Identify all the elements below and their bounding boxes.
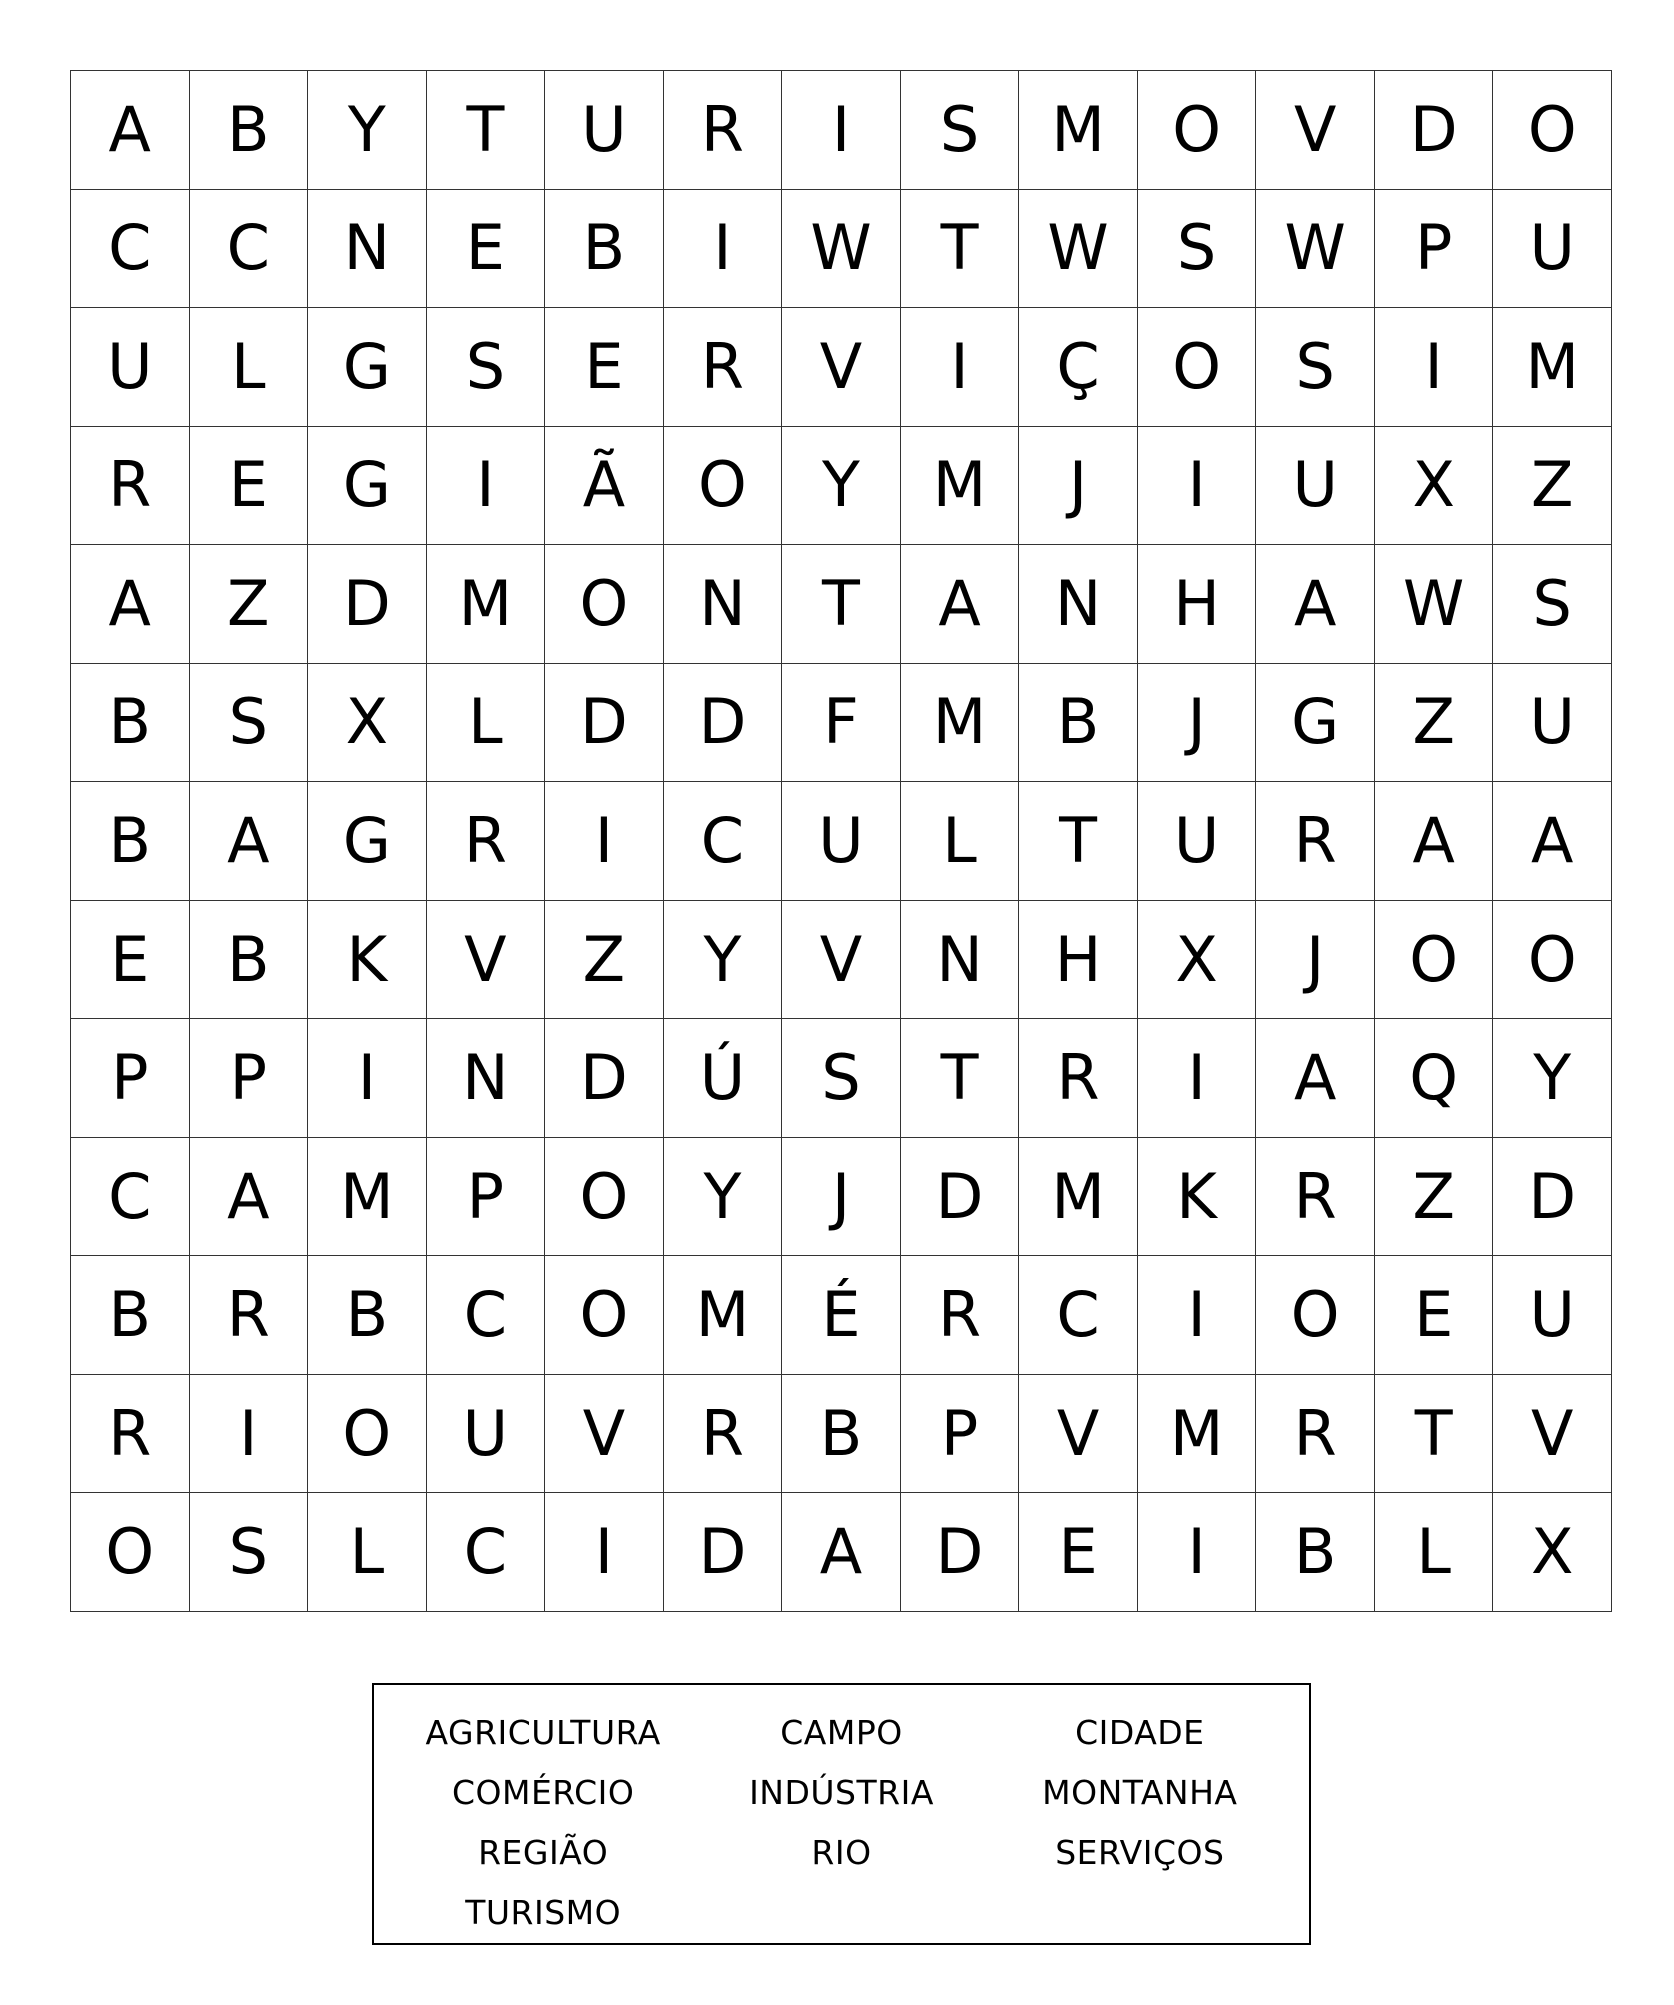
grid-cell-r11-c9[interactable]: C [1019,1256,1138,1375]
grid-cell-r3-c1[interactable]: U [71,308,190,427]
word-rio: RIO [811,1833,872,1872]
grid-cell-r11-c4[interactable]: C [427,1256,546,1375]
grid-cell-r13-c6[interactable]: D [664,1493,783,1612]
grid-cell-r10-c13[interactable]: D [1493,1138,1612,1257]
grid-cell-r11-c10[interactable]: I [1138,1256,1257,1375]
grid-cell-r2-c3[interactable]: N [308,190,427,309]
grid-cell-r12-c3[interactable]: O [308,1375,427,1494]
word-list-column [692,1703,990,1943]
grid-cell-r3-c3[interactable]: G [308,308,427,427]
grid-cell-r9-c1[interactable]: P [71,1019,190,1138]
grid-cell-r4-c3[interactable]: G [308,427,427,546]
grid-cell-r2-c4[interactable]: E [427,190,546,309]
grid-cell-r5-c10[interactable]: H [1138,545,1257,664]
grid-cell-r12-c7[interactable]: B [782,1375,901,1494]
grid-cell-r13-c9[interactable]: E [1019,1493,1138,1612]
grid-cell-r10-c10[interactable]: K [1138,1138,1257,1257]
grid-cell-r6-c9[interactable]: B [1019,664,1138,783]
grid-cell-r7-c8[interactable]: L [901,782,1020,901]
word-servicos: SERVIÇOS [1055,1833,1225,1872]
grid-cell-r5-c13[interactable]: S [1493,545,1612,664]
grid-cell-r11-c8[interactable]: R [901,1256,1020,1375]
grid-cell-r6-c11[interactable]: G [1256,664,1375,783]
grid-cell-r5-c4[interactable]: M [427,545,546,664]
grid-cell-r13-c12[interactable]: L [1375,1493,1494,1612]
grid-cell-r9-c4[interactable]: N [427,1019,546,1138]
grid-cell-r1-c11[interactable]: V [1256,71,1375,190]
grid-cell-r9-c12[interactable]: Q [1375,1019,1494,1138]
grid-cell-r9-c8[interactable]: T [901,1019,1020,1138]
grid-cell-r6-c3[interactable]: X [308,664,427,783]
grid-cell-r13-c10[interactable]: I [1138,1493,1257,1612]
grid-cell-r11-c13[interactable]: U [1493,1256,1612,1375]
grid-cell-r13-c8[interactable]: D [901,1493,1020,1612]
grid-cell-r9-c5[interactable]: D [545,1019,664,1138]
grid-cell-r2-c2[interactable]: C [190,190,309,309]
grid-cell-r2-c13[interactable]: U [1493,190,1612,309]
grid-cell-r3-c10[interactable]: O [1138,308,1257,427]
grid-cell-r8-c11[interactable]: J [1256,901,1375,1020]
grid-cell-r13-c7[interactable]: A [782,1493,901,1612]
grid-cell-r12-c10[interactable]: M [1138,1375,1257,1494]
grid-cell-r10-c8[interactable]: D [901,1138,1020,1257]
grid-cell-r10-c4[interactable]: P [427,1138,546,1257]
grid-cell-r12-c12[interactable]: T [1375,1375,1494,1494]
grid-cell-r5-c3[interactable]: D [308,545,427,664]
grid-cell-r4-c8[interactable]: M [901,427,1020,546]
grid-cell-r4-c2[interactable]: E [190,427,309,546]
grid-cell-r7-c1[interactable]: B [71,782,190,901]
grid-cell-r13-c13[interactable]: X [1493,1493,1612,1612]
grid-cell-r12-c1[interactable]: R [71,1375,190,1494]
grid-cell-r3-c4[interactable]: S [427,308,546,427]
grid-cell-r7-c12[interactable]: A [1375,782,1494,901]
grid-cell-r13-c3[interactable]: L [308,1493,427,1612]
grid-cell-r8-c4[interactable]: V [427,901,546,1020]
word-comercio: COMÉRCIO [451,1773,635,1812]
grid-cell-r2-c7[interactable]: W [782,190,901,309]
grid-cell-r7-c4[interactable]: R [427,782,546,901]
word-cidade: CIDADE [1075,1713,1205,1752]
grid-cell-r11-c7[interactable]: É [782,1256,901,1375]
grid-cell-r6-c1[interactable]: B [71,664,190,783]
grid-cell-r8-c2[interactable]: B [190,901,309,1020]
grid-cell-r6-c12[interactable]: Z [1375,664,1494,783]
grid-cell-r1-c8[interactable]: S [901,71,1020,190]
word-industria: INDÚSTRIA [749,1773,934,1812]
grid-cell-r5-c9[interactable]: N [1019,545,1138,664]
grid-cell-r1-c7[interactable]: I [782,71,901,190]
grid-cell-r4-c12[interactable]: X [1375,427,1494,546]
grid-cell-r11-c12[interactable]: E [1375,1256,1494,1375]
grid-cell-r1-c12[interactable]: D [1375,71,1494,190]
grid-cell-r7-c11[interactable]: R [1256,782,1375,901]
grid-cell-r6-c6[interactable]: D [664,664,783,783]
grid-cell-r3-c11[interactable]: S [1256,308,1375,427]
grid-cell-r3-c9[interactable]: Ç [1019,308,1138,427]
grid-cell-r3-c6[interactable]: R [664,308,783,427]
grid-cell-r13-c2[interactable]: S [190,1493,309,1612]
grid-cell-r7-c5[interactable]: I [545,782,664,901]
grid-cell-r12-c6[interactable]: R [664,1375,783,1494]
grid-cell-r10-c2[interactable]: A [190,1138,309,1257]
grid-cell-r12-c13[interactable]: V [1493,1375,1612,1494]
grid-cell-r9-c2[interactable]: P [190,1019,309,1138]
grid-cell-r8-c3[interactable]: K [308,901,427,1020]
grid-cell-r13-c5[interactable]: I [545,1493,664,1612]
grid-cell-r12-c11[interactable]: R [1256,1375,1375,1494]
grid-cell-r11-c6[interactable]: M [664,1256,783,1375]
grid-cell-r9-c11[interactable]: A [1256,1019,1375,1138]
word-list-box [372,1683,1311,1945]
grid-cell-r5-c2[interactable]: Z [190,545,309,664]
grid-cell-r1-c13[interactable]: O [1493,71,1612,190]
grid-cell-r2-c9[interactable]: W [1019,190,1138,309]
word-list-column [394,1703,692,1943]
grid-cell-r3-c12[interactable]: I [1375,308,1494,427]
grid-cell-r2-c11[interactable]: W [1256,190,1375,309]
grid-cell-r4-c10[interactable]: I [1138,427,1257,546]
grid-cell-r1-c3[interactable]: Y [308,71,427,190]
grid-cell-r2-c5[interactable]: B [545,190,664,309]
grid-cell-r11-c2[interactable]: R [190,1256,309,1375]
grid-cell-r5-c7[interactable]: T [782,545,901,664]
grid-cell-r1-c6[interactable]: R [664,71,783,190]
grid-cell-r9-c6[interactable]: Ú [664,1019,783,1138]
grid-cell-r12-c5[interactable]: V [545,1375,664,1494]
grid-cell-r11-c3[interactable]: B [308,1256,427,1375]
grid-cell-r3-c8[interactable]: I [901,308,1020,427]
grid-cell-r12-c9[interactable]: V [1019,1375,1138,1494]
word-campo: CAMPO [780,1713,903,1752]
grid-cell-r10-c11[interactable]: R [1256,1138,1375,1257]
grid-cell-r5-c8[interactable]: A [901,545,1020,664]
grid-cell-r9-c9[interactable]: R [1019,1019,1138,1138]
word-turismo: TURISMO [465,1893,622,1932]
grid-cell-r3-c7[interactable]: V [782,308,901,427]
grid-cell-r1-c4[interactable]: T [427,71,546,190]
grid-cell-r4-c5[interactable]: Ã [545,427,664,546]
grid-cell-r7-c6[interactable]: C [664,782,783,901]
grid-cell-r8-c12[interactable]: O [1375,901,1494,1020]
grid-cell-r12-c4[interactable]: U [427,1375,546,1494]
grid-cell-r1-c1[interactable]: A [71,71,190,190]
grid-cell-r5-c5[interactable]: O [545,545,664,664]
grid-cell-r5-c6[interactable]: N [664,545,783,664]
word-search-grid [70,70,1612,1612]
grid-cell-r7-c10[interactable]: U [1138,782,1257,901]
grid-cell-r2-c10[interactable]: S [1138,190,1257,309]
grid-cell-r10-c5[interactable]: O [545,1138,664,1257]
grid-cell-r8-c5[interactable]: Z [545,901,664,1020]
grid-cell-r4-c4[interactable]: I [427,427,546,546]
grid-cell-r1-c2[interactable]: B [190,71,309,190]
grid-cell-r7-c13[interactable]: A [1493,782,1612,901]
grid-cell-r8-c7[interactable]: V [782,901,901,1020]
grid-cell-r9-c7[interactable]: S [782,1019,901,1138]
grid-cell-r6-c8[interactable]: M [901,664,1020,783]
grid-cell-r12-c8[interactable]: P [901,1375,1020,1494]
grid-cell-r4-c7[interactable]: Y [782,427,901,546]
grid-cell-r7-c2[interactable]: A [190,782,309,901]
grid-cell-r9-c13[interactable]: Y [1493,1019,1612,1138]
grid-cell-r10-c1[interactable]: C [71,1138,190,1257]
grid-cell-r13-c4[interactable]: C [427,1493,546,1612]
grid-cell-r9-c3[interactable]: I [308,1019,427,1138]
grid-cell-r9-c10[interactable]: I [1138,1019,1257,1138]
grid-cell-r5-c1[interactable]: A [71,545,190,664]
grid-cell-r6-c13[interactable]: U [1493,664,1612,783]
grid-cell-r11-c5[interactable]: O [545,1256,664,1375]
word-list-column [991,1703,1289,1943]
grid-cell-r6-c2[interactable]: S [190,664,309,783]
grid-cell-r2-c8[interactable]: T [901,190,1020,309]
grid-cell-r5-c11[interactable]: A [1256,545,1375,664]
grid-cell-r11-c11[interactable]: O [1256,1256,1375,1375]
grid-cell-r4-c11[interactable]: U [1256,427,1375,546]
grid-cell-r12-c2[interactable]: I [190,1375,309,1494]
grid-cell-r1-c9[interactable]: M [1019,71,1138,190]
word-regiao: REGIÃO [478,1833,609,1872]
word-montanha: MONTANHA [1042,1773,1238,1812]
grid-cell-r8-c10[interactable]: X [1138,901,1257,1020]
grid-cell-r4-c13[interactable]: Z [1493,427,1612,546]
grid-cell-r4-c6[interactable]: O [664,427,783,546]
grid-cell-r11-c1[interactable]: B [71,1256,190,1375]
grid-cell-r10-c6[interactable]: Y [664,1138,783,1257]
grid-cell-r6-c5[interactable]: D [545,664,664,783]
grid-cell-r10-c9[interactable]: M [1019,1138,1138,1257]
grid-cell-r6-c7[interactable]: F [782,664,901,783]
grid-cell-r1-c10[interactable]: O [1138,71,1257,190]
grid-cell-r8-c8[interactable]: N [901,901,1020,1020]
grid-cell-r2-c6[interactable]: I [664,190,783,309]
grid-cell-r7-c3[interactable]: G [308,782,427,901]
grid-cell-r8-c9[interactable]: H [1019,901,1138,1020]
grid-cell-r10-c7[interactable]: J [782,1138,901,1257]
grid-cell-r3-c5[interactable]: E [545,308,664,427]
grid-cell-r8-c13[interactable]: O [1493,901,1612,1020]
grid-cell-r10-c12[interactable]: Z [1375,1138,1494,1257]
grid-cell-r6-c4[interactable]: L [427,664,546,783]
grid-cell-r13-c11[interactable]: B [1256,1493,1375,1612]
grid-cell-r7-c9[interactable]: T [1019,782,1138,901]
grid-cell-r1-c5[interactable]: U [545,71,664,190]
grid-cell-r5-c12[interactable]: W [1375,545,1494,664]
grid-cell-r2-c12[interactable]: P [1375,190,1494,309]
grid-cell-r4-c1[interactable]: R [71,427,190,546]
grid-cell-r3-c2[interactable]: L [190,308,309,427]
grid-cell-r13-c1[interactable]: O [71,1493,190,1612]
grid-cell-r2-c1[interactable]: C [71,190,190,309]
grid-cell-r3-c13[interactable]: M [1493,308,1612,427]
grid-cell-r6-c10[interactable]: J [1138,664,1257,783]
grid-cell-r8-c6[interactable]: Y [664,901,783,1020]
grid-cell-r7-c7[interactable]: U [782,782,901,901]
grid-cell-r10-c3[interactable]: M [308,1138,427,1257]
grid-cell-r4-c9[interactable]: J [1019,427,1138,546]
grid-cell-r8-c1[interactable]: E [71,901,190,1020]
word-agricultura: AGRICULTURA [425,1713,661,1752]
